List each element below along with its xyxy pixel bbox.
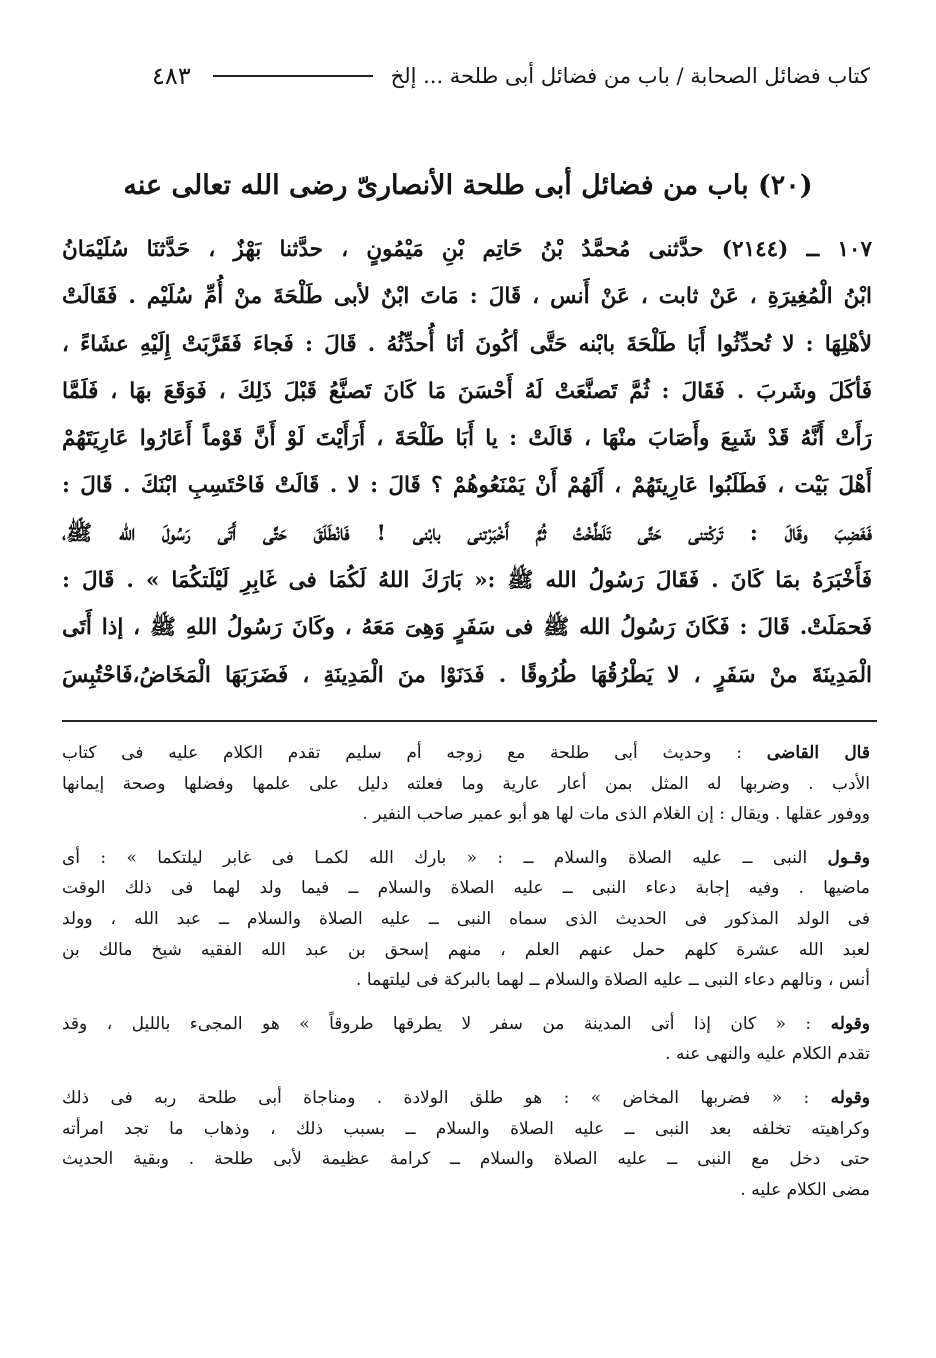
commentary-line (62, 843, 870, 874)
commentary-line: فى الولد المذكور فى الحديث الذى سماه النبى ــ عليه الصلاة والسلام ــ عبد الله ، وولد (62, 908, 870, 929)
commentary-lead: وقوله (830, 1087, 870, 1108)
commentary-line: تقدم الكلام عليه والنهى عنه . (665, 1044, 870, 1065)
commentary-line: وكراهيته تخلفه بعد النبى ــ عليه الصلاة والسلام ــ بسبب ذلك ، وذهاب ما تجد امرأته (62, 1118, 870, 1139)
commentary-paragraph (62, 738, 870, 830)
hadith-line: أَهْلَ بَيْت ، فَطَلَبُوا عَارِيتَهُمْ ، أَلَهُمْ أَنْ يَمْنَعُوهُمْ ؟ قَالَ : لا . قَالَتْ فَاحْتَسِبِ ابْنَكَ . قَالَ : (62, 473, 872, 499)
commentary-line: ماضيها . وفيه إجابة دعاء النبى ــ عليه الصلاة والسلام ــ فيما ولد لهما فى ذلك الوقت (62, 878, 870, 899)
commentary-line: أنس ، ونالهم دعاء النبى ــ عليه الصلاة والسلام ــ لهما بالبركة فى ليلتهما . (356, 970, 870, 991)
hadith-line: ١٠٧ ــ (٢١٤٤) حدَّثنى مُحمَّدُ بْنُ حَاتِم بْنِ مَيْمُونٍ ، حدَّثنا بَهْزٌ ، حَدَّثنَا سُلَيْمَانُ (62, 237, 872, 262)
commentary-line: لعبد الله عشرة كلهم حمل عنهم العلم ، منهم إسحق بن عبد الله الفقيه شيخ مالك بن (62, 939, 870, 960)
commentary-paragraph (62, 1083, 870, 1205)
commentary-line: مضى الكلام عليه . (740, 1179, 870, 1200)
commentary-paragraph (62, 843, 870, 996)
hadith-line: لأهْلِهَا : لا تُحدِّثُوا أَبَا طَلْحَةَ بابْنه حَتَّى أكُونَ أنَا أُحدِّثُهُ . قَالَ : فَجاءَ فَقَرَّبَتْ إِلَيْهِ عشَاءً ، (62, 331, 872, 357)
commentary-lead: وقـول (827, 847, 870, 868)
commentary-line: الأدب . وضربها له المثل بمن أعار عارية وما فعلته دليل على علمها وفضلها وصحة إيمانها (62, 773, 870, 794)
commentary (62, 738, 870, 1218)
chapter-heading: (٢٠) باب من فضائل أبى طلحة الأنصارىّ رضى الله تعالى عنه (123, 170, 813, 201)
hadith-line: رَأَتْ أَنَّهُ قَدْ شَبِعَ وأَصَابَ منْهَا ، قَالَتْ : يا أَبَا طَلْحَةَ ، أَرَأَيْتَ لَوْ أَنَّ قَوْماً أَعَارُوا عَارِيَتَهُمْ (62, 426, 872, 452)
hadith-line: فَحمَلَتْ. قَالَ : فَكَانَ رَسُولُ الله ﷺ فى سَفَرٍ وَهِىَ مَعَهُ ، وكَانَ رَسُولُ اللهِ ﷺ ، إذا أَتَى (62, 615, 872, 641)
commentary-text: : « كان إذا أتى المدينة من سفر لا يطرقها طروقاً » هو المجىء بالليل ، وقد (62, 1013, 831, 1034)
hadith-text (62, 226, 872, 699)
header-title: كتاب فضائل الصحابة / باب من فضائل أبى طلحة ... إلخ (390, 64, 870, 88)
hadith-line: فَغَضِبَ وقَالَ : تَركْتنى حَتَّى تَلَطَّخْتُ ثُمَّ أَخْبَرْتنى بابْنى ! فَانْطَلَقَ حَتَّى أَتَى رَسُولَ الله ﷺ، (62, 520, 872, 546)
commentary-text: النبى ــ عليه الصلاة والسلام ــ : « بارك الله لكمـا فى غابر ليلتكما » : أى (62, 847, 828, 868)
commentary-text: : وحديث أبى طلحة مع زوجه أم سليم تقدم الكلام عليه فى كتاب (62, 743, 767, 763)
page-number: ٤٨٣ (152, 62, 191, 90)
running-header (152, 56, 870, 96)
commentary-paragraph (62, 1009, 870, 1070)
commentary-line (62, 738, 870, 769)
hadith-line: فَأَخْبَرَهُ بمَا كَانَ . فَقَالَ رَسُولُ الله ﷺ :« بَارَكَ اللهُ لَكُمَا فى غَابِرِ لَيْلَتكُمَا » . قَالَ : (62, 568, 872, 594)
commentary-text: : « فضربها المخاض » : هو طلق الولادة . ومناجاة أبى طلحة ربه فى ذلك (62, 1087, 831, 1108)
hadith-line: الْمَدِينَةَ منْ سَفَرٍ ، لا يَطْرُقُهَا طُرُوقًا . فَدَنَوْا منَ الْمَدِينَةِ ، فَضَرَبَهَا الْمَخَاضُ،فَاحْتُبِسَ (62, 662, 872, 688)
commentary-lead: قال القاضى (766, 743, 870, 763)
header-rule (213, 75, 373, 77)
hadith-line: فَأكَلَ وشَربَ . فَقَالَ : ثُمَّ تَصنَّعَتْ لَهُ أَحْسَنَ مَا كَانَ تَصنَّعُ قَبْلَ ذَلِكَ ، فَوَقَعَ بهَا ، فَلَمَّا (62, 378, 872, 404)
commentary-lead: وقوله (830, 1013, 870, 1034)
commentary-line: ووفور عقلها . ويقال : إن الغلام الذى مات لها هو أبو عمير صاحب النفير . (362, 804, 870, 825)
commentary-line: حتى دخل مع النبى ــ عليه الصلاة والسلام ــ كرامة عظيمة لأبى طلحة . وبقية الحديث (62, 1149, 870, 1170)
commentary-line (62, 1009, 870, 1040)
hadith-line: ابْنُ الْمُغِيرَةِ ، عَنْ ثابت ، عَنْ أَنس ، قَالَ : مَاتَ ابْنٌ لأبى طَلْحَةَ منْ أُمِّ سُلَيْم . فَقَالَتْ (62, 284, 872, 310)
footnote-rule (62, 720, 877, 722)
commentary-line (62, 1083, 870, 1114)
